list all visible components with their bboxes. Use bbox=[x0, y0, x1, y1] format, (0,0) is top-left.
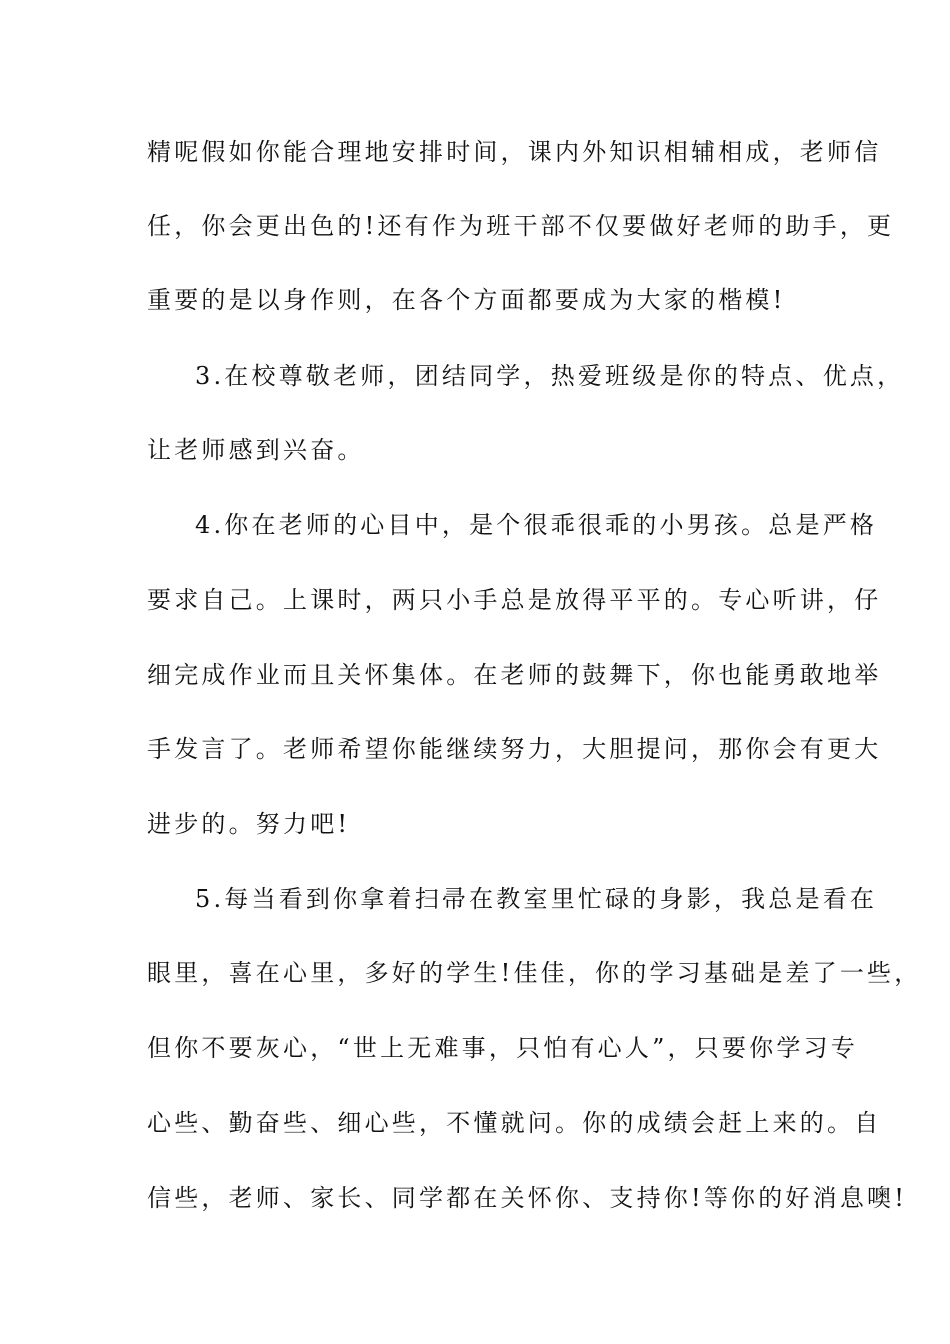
paragraph-5-start: 5.每当看到你拿着扫帚在教室里忙碌的身影，我总是看在 bbox=[195, 885, 878, 913]
text-line: 眼里，喜在心里，多好的学生!佳佳，你的学习基础是差了一些， bbox=[147, 959, 922, 987]
text-line: 信些，老师、家长、同学都在关怀你、支持你!等你的好消息噢! bbox=[147, 1184, 908, 1212]
text-line: 但你不要灰心，“世上无难事，只怕有心人”，只要你学习专 bbox=[147, 1034, 858, 1062]
text-line: 重要的是以身作则，在各个方面都要成为大家的楷模! bbox=[147, 286, 786, 314]
text-line: 要求自己。上课时，两只小手总是放得平平的。专心听讲，仔 bbox=[147, 586, 882, 614]
text-line: 手发言了。老师希望你能继续努力，大胆提问，那你会有更大 bbox=[147, 735, 882, 763]
text-line: 进步的。努力吧! bbox=[147, 810, 351, 838]
text-line: 让老师感到兴奋。 bbox=[147, 436, 365, 464]
paragraph-3-start: 3.在校尊敬老师，团结同学，热爱班级是你的特点、优点， bbox=[195, 362, 905, 390]
text-line: 心些、勤奋些、细心些，不懂就问。你的成绩会赶上来的。自 bbox=[147, 1109, 882, 1137]
text-line: 细完成作业而且关怀集体。在老师的鼓舞下，你也能勇敢地举 bbox=[147, 661, 882, 689]
text-line: 任，你会更出色的!还有作为班干部不仅要做好老师的助手，更 bbox=[147, 212, 895, 240]
text-line: 精呢假如你能合理地安排时间，课内外知识相辅相成，老师信 bbox=[147, 138, 882, 166]
paragraph-4-start: 4.你在老师的心目中，是个很乖很乖的小男孩。总是严格 bbox=[195, 511, 878, 539]
